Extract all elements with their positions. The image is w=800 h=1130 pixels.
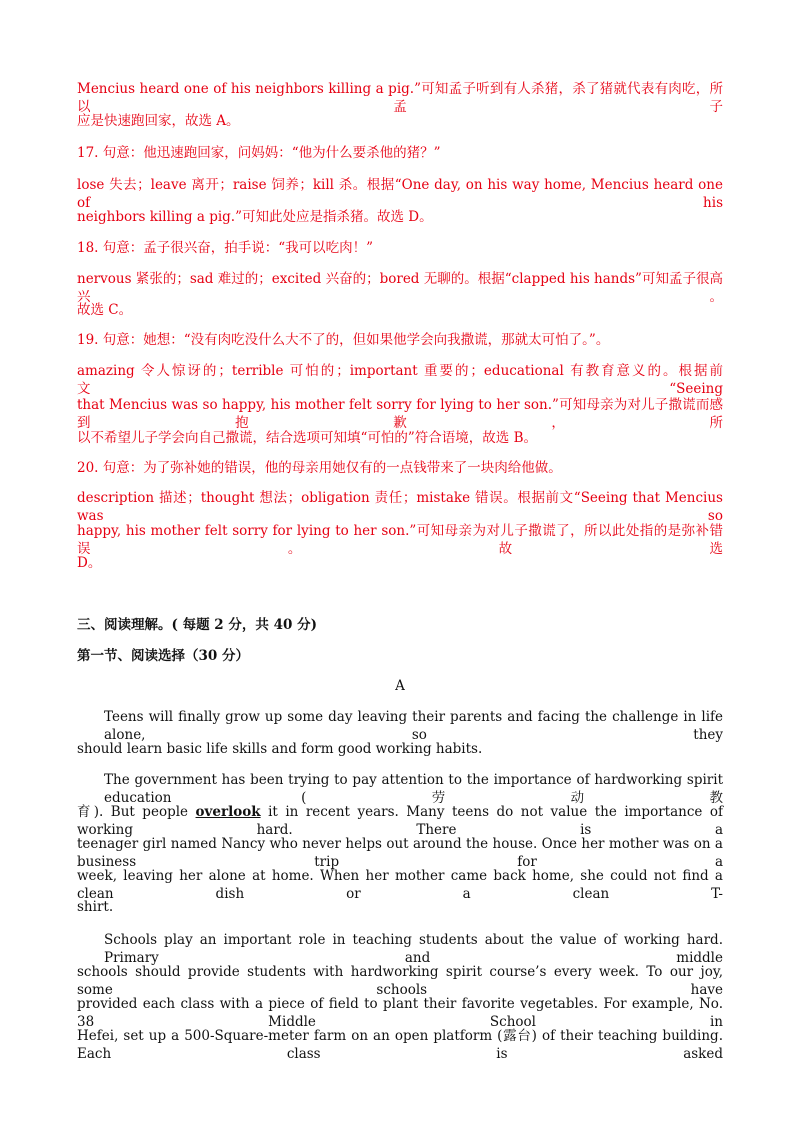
passage-label: A [395, 678, 405, 694]
answer-line: amazing 令人惊讶的；terrible 可怕的；important 重要的；educational 有教育意义的。根据前文“Seeing [77, 363, 723, 397]
answer-line: nervous 紧张的；sad 难过的；excited 兴奋的；bored 无聊的。根据“clapped his hands”可知孟子很高兴。 [77, 271, 723, 305]
question-19-translation: 19. 句意：她想：“没有肉吃没什么大不了的，但如果他学会向我撒谎，那就太可怕了。”。 [77, 332, 610, 348]
section-heading: 三、阅读理解。( 每题 2 分，共 40 分) [77, 617, 317, 633]
answer-line: happy, his mother felt sorry for lying to her son.”可知母亲为对儿子撒谎了，所以此处指的是弥补错误。故选 [77, 523, 723, 557]
answer-line: 故选 C。 [77, 302, 133, 318]
passage-line: Hefei, set up a 500-Square-meter farm on an open platform (露台) of their teaching building. Each class is asked [77, 1028, 723, 1062]
passage-line: The government has been trying to pay attention to the importance of hardworking spirit education (劳动教 [104, 772, 723, 806]
answer-line: D。 [77, 555, 102, 571]
passage-line: teenager girl named Nancy who never helps out around the house. Once her mother was on a business trip for a [77, 836, 723, 870]
question-20-translation: 20. 句意：为了弥补她的错误，他的母亲用她仅有的一点钱带来了一块肉给他做。 [77, 460, 562, 476]
answer-line: lose 失去；leave 离开；raise 饲养；kill 杀。根据“One day, on his way home, Mencius heard one of his [77, 177, 723, 211]
passage-line: week, leaving her alone at home. When her mother came back home, she could not find a clean dish or a clean T- [77, 868, 723, 902]
section-subheading: 第一节、阅读选择（30 分） [77, 648, 249, 664]
passage-text: 育). But people [77, 804, 196, 820]
answer-line: that Mencius was so happy, his mother felt sorry for lying to her son.”可知母亲为对儿子撒谎而感到抱歉，所 [77, 397, 723, 431]
question-17-translation: 17. 句意：他迅速跑回家，问妈妈：“他为什么要杀他的猪？” [77, 145, 441, 161]
passage-line [77, 803, 723, 839]
answer-line: neighbors killing a pig.”可知此处应是指杀猪。故选 D。 [77, 209, 433, 225]
passage-line: should learn basic life skills and form good working habits. [77, 741, 483, 757]
underlined-word: overlook [195, 804, 261, 820]
answer-line: description 描述；thought 想法；obligation 责任；mistake 错误。根据前文“Seeing that Mencius was so [77, 490, 723, 524]
passage-line: shirt. [77, 899, 114, 915]
answer-line: 以不希望儿子学会向自己撒谎，结合选项可知填“可怕的”符合语境，故选 B。 [77, 430, 538, 446]
answer-line: Mencius heard one of his neighbors killing a pig.”可知孟子听到有人杀猪，杀了猪就代表有肉吃，所以孟子 [77, 81, 723, 115]
passage-text: it in recent years. Many teens do not value the importance of working hard. There is a [77, 804, 724, 838]
question-18-translation: 18. 句意：孟子很兴奋，拍手说：“我可以吃肉！” [77, 240, 374, 256]
passage-line: schools should provide students with hardworking spirit course’s every week. To our joy, some schools have [77, 964, 723, 998]
passage-line: provided each class with a piece of field to plant their favorite vegetables. For example, No. 38 Middle School in [77, 996, 723, 1030]
passage-line: Teens will finally grow up some day leaving their parents and facing the challenge in life alone, so they [104, 709, 723, 743]
passage-line: Schools play an important role in teaching students about the value of working hard. Primary and middle [104, 932, 723, 966]
answer-line: 应是快速跑回家，故选 A。 [77, 113, 240, 129]
